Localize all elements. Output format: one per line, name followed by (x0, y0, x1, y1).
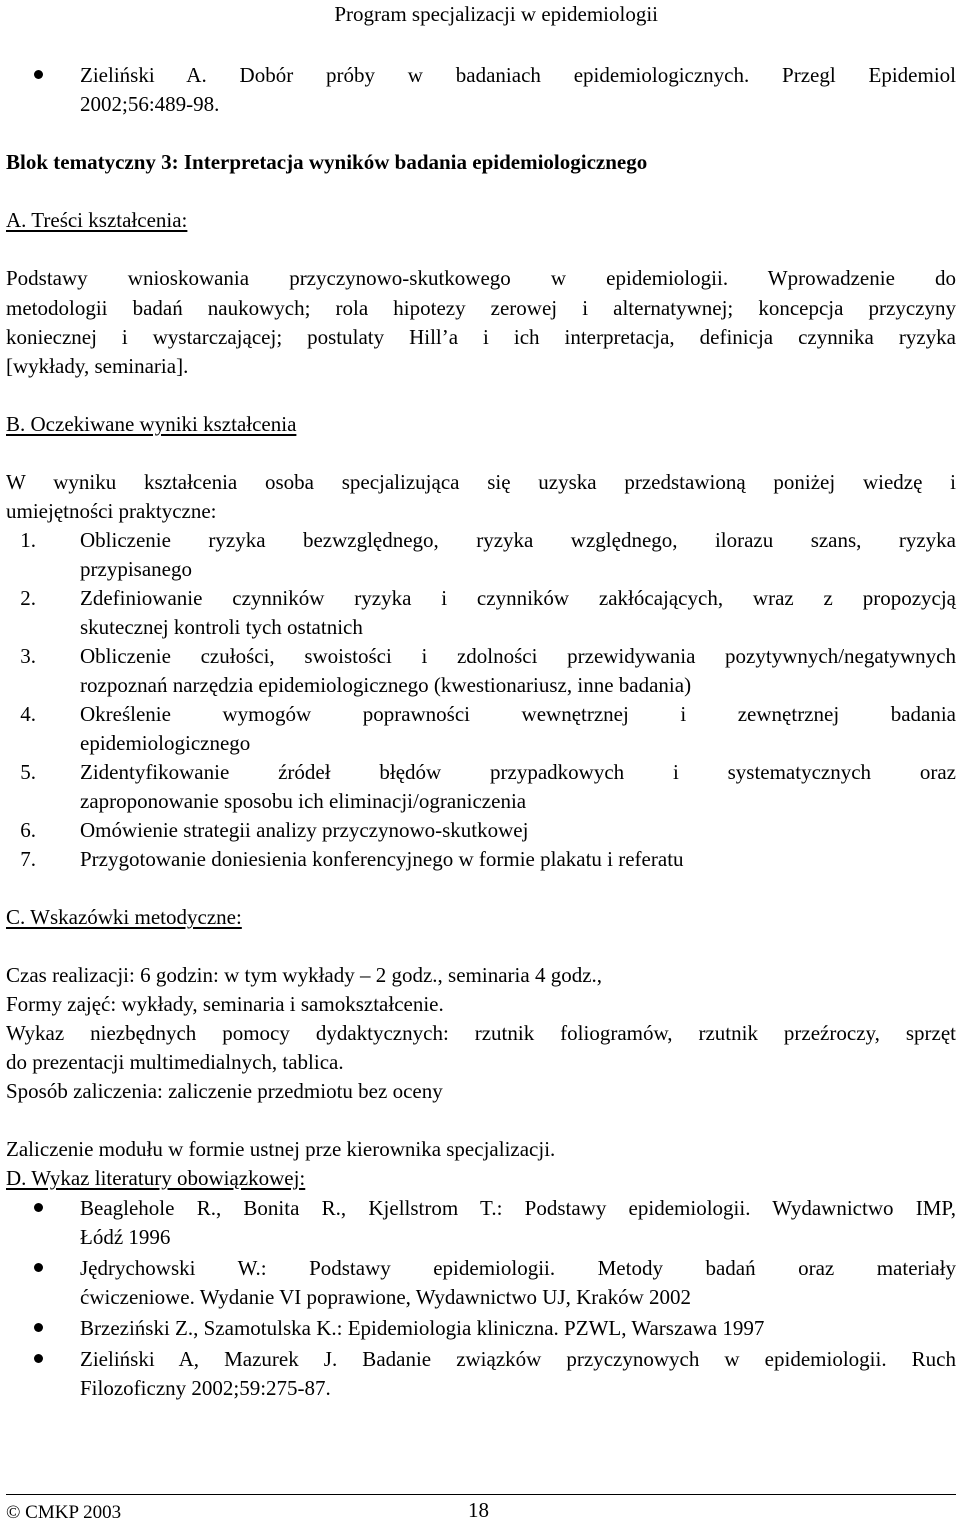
list-item-line-2: rozpoznań narzędzia epidemiologicznego (kwestionariusz, inne badania) (80, 673, 692, 697)
list-item-line-2: zaproponowanie sposobu ich eliminacji/ograniczenia (80, 789, 527, 813)
list-item-line-2: przypisanego (80, 557, 192, 581)
page-header-title: Program specjalizacji w epidemiologii (334, 2, 658, 26)
section-a-para-line-2: metodologii badań naukowych; rola hipotezy zerowej i alternatywnej; koncepcja przyczyny (6, 296, 956, 320)
list-item-number: 5. (20, 760, 36, 784)
bullet-dot (34, 1203, 43, 1212)
list-item-number: 4. (20, 702, 36, 726)
section-b-intro-line-2: umiejętności praktyczne: (6, 499, 217, 523)
list-item-line-1: Określenie wymogów poprawności wewnętrznej i zewnętrznej badania (80, 702, 956, 726)
list-item-line-2: skutecznej kontroli tych ostatnich (80, 615, 363, 639)
wykaz-pomocy-line-1: Wykaz niezbędnych pomocy dydaktycznych: rzutnik foliogramów, rzutnik przeźroczy, sprzęt (6, 1021, 956, 1045)
block-title: Blok tematyczny 3: Interpretacja wyników badania epidemiologicznego (6, 150, 648, 174)
list-item-line-1: Omówienie strategii analizy przyczynowo-skutkowej (80, 818, 529, 842)
literature-item-line-2: ćwiczeniowe. Wydanie VI poprawione, Wydawnictwo UJ, Kraków 2002 (80, 1285, 691, 1309)
literature-item-line-1: Jędrychowski W.: Podstawy epidemiologii. Metody badań oraz materiały (80, 1256, 956, 1280)
section-a-para-line-3: koniecznej i wystarczającej; postulaty Hill’a i ich interpretacja, definicja czynnika ryzyka (6, 325, 956, 349)
bullet-dot (34, 1354, 43, 1363)
literature-item-line-1: Beaglehole R., Bonita R., Kjellstrom T.: Podstawy epidemiologii. Wydawnictwo IMP, (80, 1196, 956, 1220)
list-item-line-1: Obliczenie czułości, swoistości i zdolności przewidywania pozytywnych/negatywnych (80, 644, 956, 668)
literature-item-line-2: Łódź 1996 (80, 1225, 171, 1249)
list-item-number: 2. (20, 586, 36, 610)
page-number: 18 (468, 1498, 489, 1522)
section-b-heading: B. Oczekiwane wyniki kształcenia (6, 412, 297, 436)
bullet-dot (34, 1323, 43, 1332)
list-item-number: 1. (20, 528, 36, 552)
literature-item-line-2: Filozoficzny 2002;59:275-87. (80, 1376, 331, 1400)
list-item-line-1: Zidentyfikowanie źródeł błędów przypadkowych i systematycznych oraz (80, 760, 956, 784)
top-bullet-line-1: Zieliński A. Dobór próby w badaniach epidemiologicznych. Przegl Epidemiol (80, 63, 956, 87)
list-item-line-1: Zdefiniowanie czynników ryzyka i czynników zakłócających, wraz z propozycją (80, 586, 956, 610)
section-c-heading: C. Wskazówki metodyczne: (6, 905, 242, 929)
section-a-para-line-4: [wykłady, seminaria]. (6, 354, 189, 378)
list-item-number: 6. (20, 818, 36, 842)
sposob-zaliczenia: Sposób zaliczenia: zaliczenie przedmiotu bez oceny (6, 1079, 443, 1103)
section-b-intro-line-1: W wyniku kształcenia osoba specjalizująca się uzyska przedstawioną poniżej wiedzę i (6, 470, 956, 494)
czas-realizacji: Czas realizacji: 6 godzin: w tym wykłady – 2 godz., seminaria 4 godz., (6, 963, 603, 987)
zaliczenie-modulu: Zaliczenie modułu w formie ustnej prze kierownika specjalizacji. (6, 1137, 556, 1161)
bullet-dot (34, 70, 43, 79)
list-item-number: 7. (20, 847, 36, 871)
list-item-line-2: epidemiologicznego (80, 731, 251, 755)
top-bullet-line-2: 2002;56:489-98. (80, 92, 220, 116)
footer-copyright: © CMKP 2003 (6, 1502, 122, 1523)
list-item-line-1: Przygotowanie doniesienia konferencyjnego w formie plakatu i referatu (80, 847, 684, 871)
wykaz-pomocy-line-2: do prezentacji multimedialnych, tablica. (6, 1050, 344, 1074)
formy-zajec: Formy zajęć: wykłady, seminaria i samokształcenie. (6, 992, 444, 1016)
bullet-dot (34, 1263, 43, 1272)
section-a-heading: A. Treści kształcenia: (6, 208, 188, 232)
section-a-para-line-1: Podstawy wnioskowania przyczynowo-skutkowego w epidemiologii. Wprowadzenie do (6, 266, 956, 290)
section-d-heading: D. Wykaz literatury obowiązkowej: (6, 1166, 306, 1190)
list-item-number: 3. (20, 644, 36, 668)
literature-item-line-1: Zieliński A, Mazurek J. Badanie związków przyczynowych w epidemiologii. Ruch (80, 1347, 956, 1371)
literature-item-line-1: Brzeziński Z., Szamotulska K.: Epidemiologia kliniczna. PZWL, Warszawa 1997 (80, 1316, 765, 1340)
footer-divider (6, 1494, 956, 1495)
list-item-line-1: Obliczenie ryzyka bezwzględnego, ryzyka względnego, ilorazu szans, ryzyka (80, 528, 956, 552)
